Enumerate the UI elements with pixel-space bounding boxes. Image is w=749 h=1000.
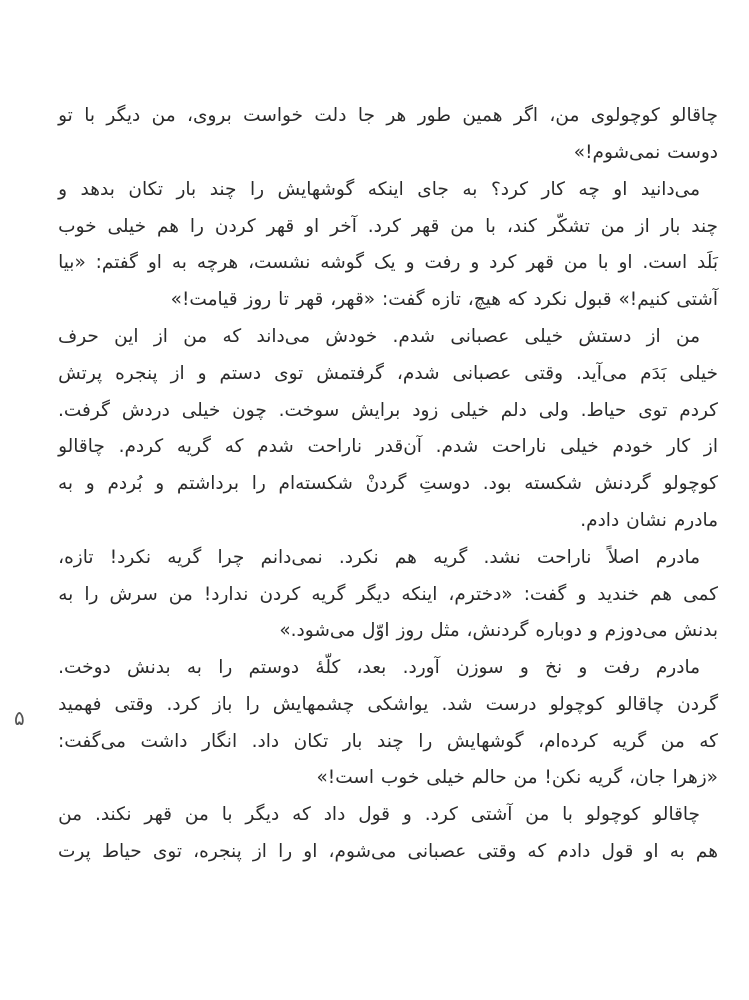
text-line: مادرم نشان دادم. — [580, 509, 718, 531]
text-line: کردم توی حیاط. ولی دلم خیلی زود برایش سوخت. چون خیلی دردش گرفت. — [58, 399, 718, 421]
text-line: بدنش می‌دوزم و دوباره گردنش، مثل روز اوّل می‌شود.» — [279, 620, 718, 642]
text-line: مادرم رفت و نخ و سوزن آورد. بعد، کلّهٔ دوستم را به بدنش دوخت. — [58, 657, 700, 679]
body-text — [58, 98, 718, 871]
text-line: بَلَد است. او با من قهر کرد و رفت و یک گوشه نشست، هرچه به او گفتم: «بیا — [58, 252, 718, 274]
text-line: می‌دانید او چه کار کرد؟ به جای اینکه گوشهایش را چند بار تکان بدهد و — [58, 178, 700, 200]
text-line: خیلی بَدَم می‌آید. وقتی عصبانی شدم، گرفتمش توی دستم و از پنجره پرتش — [58, 362, 718, 384]
text-line: «زهرا جان، گریه نکن! من حالم خیلی خوب است!» — [316, 767, 718, 789]
text-line: کمی هم خندید و گفت: «دخترم، اینکه دیگر گریه کردن ندارد! من سرش را به — [58, 583, 718, 605]
page-number: ۵ — [14, 706, 25, 730]
text-line: کوچولو گردنش شکسته بود. دوستِ گردنْ شکسته‌ام را برداشتم و بُردم و به — [58, 473, 718, 495]
text-line: چند بار از من تشکّر کند، با من قهر کرد. آخر او قهر کردن را هم خیلی خوب — [58, 215, 718, 237]
text-line: من از دستش خیلی عصبانی شدم. خودش می‌داند که من از این حرف — [58, 325, 700, 347]
text-line: چاقالو کوچولو با من آشتی کرد. و قول داد که دیگر با من قهر نکند. من — [58, 804, 700, 826]
text-line: مادرم اصلاً ناراحت نشد. گریه هم نکرد. نمی‌دانم چرا گریه نکرد! تازه، — [58, 546, 700, 568]
text-line: از کار خودم خیلی ناراحت شدم. آن‌قدر ناراحت شدم که گریه کردم. چاقالو — [58, 436, 718, 458]
text-line: گردن چاقالو کوچولو درست شد. یواشکی چشمهایش را باز کرد. وقتی فهمید — [58, 693, 718, 715]
text-line: آشتی کنیم!» قبول نکرد که هیچ، تازه گفت: «قهر، قهر تا روز قیامت!» — [170, 289, 718, 311]
text-line: دوست نمی‌شوم!» — [573, 141, 718, 163]
text-line: هم به او قول دادم که وقتی عصبانی می‌شوم، او را از پنجره، توی حیاط پرت — [58, 841, 718, 863]
text-line: چاقالو کوچولوی من، اگر همین طور هر جا دلت خواست بروی، من دیگر با تو — [58, 105, 718, 127]
text-line: که من گریه کرده‌ام، گوشهایش را چند بار تکان داد. انگار داشت می‌گفت: — [58, 730, 718, 752]
